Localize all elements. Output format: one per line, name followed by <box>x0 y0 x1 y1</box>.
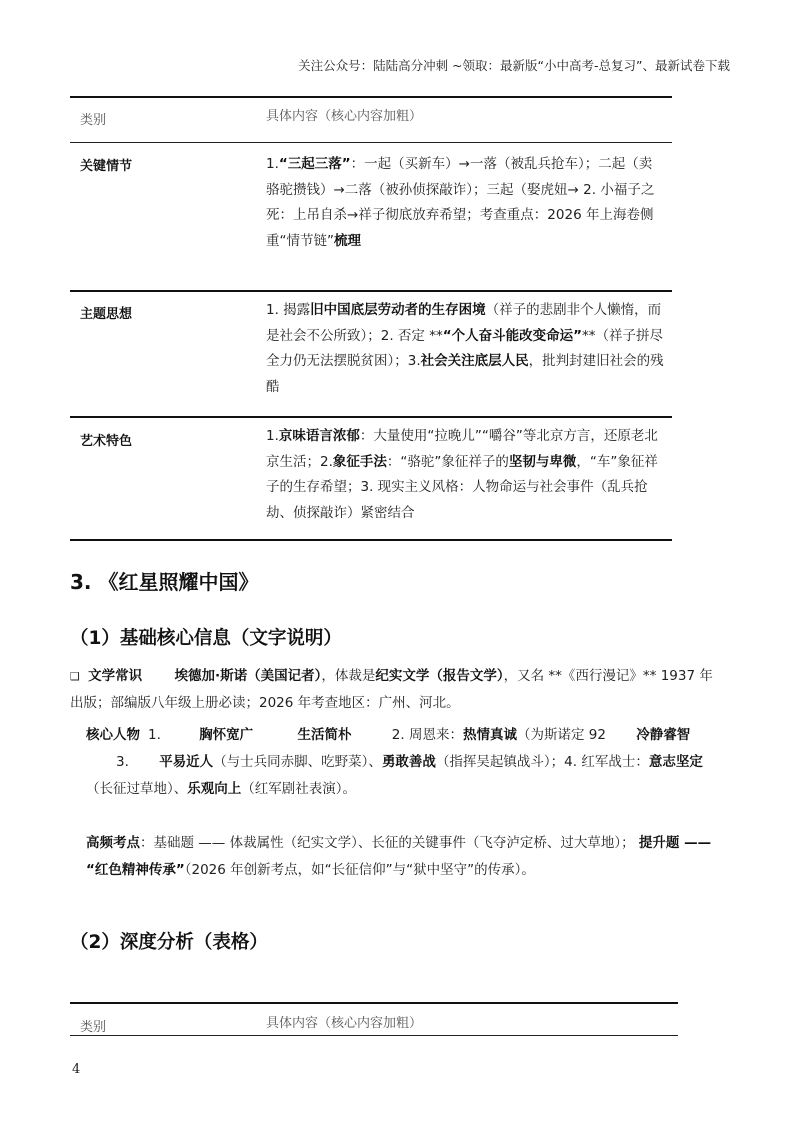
info-paragraph-literature: ❑ 文学常识 埃德加·斯诺（美国记者），体裁是纪实文学（报告文学），又名 **《西行漫记》** 1937 年出版；部编版八年级上册必读；2026 年考查地区：广州、河北。 <box>70 668 713 711</box>
plot-analysis-table <box>70 96 672 542</box>
row-content: 1.“三起三落”：一起（买新车）→一落（被乱兵抢车）；二起（卖骆驼攒钱）→二落（被孙侦探敲诈）；三起（娶虎妞→ 2. 小福子之死：上吊自杀→祥子彻底放弃希望；考查重点：2026 年上海卷侧重“情节链”梳理 <box>266 156 655 249</box>
row-content: 1. 揭露旧中国底层劳动者的生存困境（祥子的悲剧非个人懒惰，而是社会不公所致）；2. 否定 **“个人奋斗能改变命运”**（祥子拼尽全力仍无法摆脱贫困）；3.社会关注底层人民，批判封建旧社会的残酷 <box>266 302 664 395</box>
table-top-rule <box>70 1002 678 1004</box>
subsection-title: （1）基础核心信息（文字说明） <box>70 628 342 649</box>
row-content: 1.京味语言浓郁：大量使用“拉晚儿”“嚼谷”等北京方言，还原老北京生活；2.象征手法：“骆驼”象征祥子的坚韧与卑微，“车”象征祥子的生存希望；3. 现实主义风格：人物命运与社会事件（乱兵抢劫、侦探敲诈）紧密结合 <box>266 428 658 521</box>
table-bottom-rule <box>70 539 672 541</box>
info-paragraph-exam-points: 高频考点：基础题 —— 体裁属性（纪实文学）、长征的关键事件（飞夺泸定桥、过大草地）； 提升题 —— “红色精神传承”（2026 年创新考点，如“长征信仰”与“狱中坚守”的传承）。 <box>86 835 712 878</box>
table-header-content: 具体内容（核心内容加粗） <box>266 1016 423 1031</box>
table-header-category: 类别 <box>80 113 107 128</box>
table-header-content: 具体内容（核心内容加粗） <box>266 109 423 124</box>
table-header-category: 类别 <box>80 1020 107 1035</box>
row-category: 关键情节 <box>80 159 133 174</box>
info-paragraph-characters: 核心人物 1. 胸怀宽广 生活简朴 2. 周恩来：热情真诚（为斯诺定 92 冷静睿智 3. 平易近人（与士兵同赤脚、吃野菜）、勇敢善战（指挥吴起镇战斗）；4. 红军战士：意志坚定（长征过草地）、乐观向上（红军剧社表演）。 <box>86 727 703 797</box>
table-header-rule <box>70 142 672 143</box>
subsection-title: （2）深度分析（表格） <box>70 932 268 953</box>
page-header: 关注公众号：陆陆高分冲刺 ~领取：最新版“小中高考-总复习”、最新试卷下载 <box>298 58 730 73</box>
table-row-rule <box>70 290 672 292</box>
section-title: 3. 《红星照耀中国》 <box>70 570 259 594</box>
analysis-table <box>70 1002 678 1042</box>
table-top-rule <box>70 96 672 98</box>
row-category: 艺术特色 <box>80 434 133 449</box>
page-number: 4 <box>72 1062 81 1077</box>
table-row-rule <box>70 416 672 418</box>
row-category: 主题思想 <box>80 307 133 322</box>
table-header-rule <box>70 1035 678 1036</box>
bullet-icon: ❑ <box>70 670 80 683</box>
